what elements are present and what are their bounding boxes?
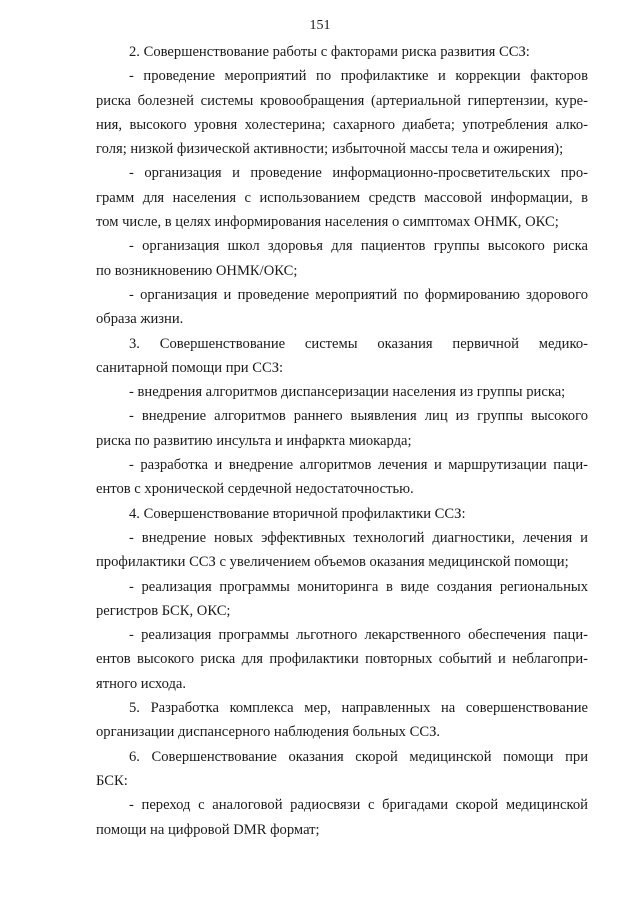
- paragraph: [96, 623, 588, 696]
- text-line: помощи на цифровой DMR формат;: [96, 821, 320, 838]
- text-line: 6. Совершенствование оказания скорой медицинской помощи при: [129, 748, 588, 765]
- paragraph: [96, 380, 588, 404]
- paragraph: [96, 64, 588, 161]
- text-line: профилактики ССЗ с увеличением объемов оказания медицинской помощи;: [96, 554, 569, 571]
- page-number: 151: [309, 18, 331, 33]
- text-line: - организация школ здоровья для пациентов группы высокого риска: [129, 238, 588, 255]
- text-line: - реализация программы льготного лекарственного обеспечения паци-: [129, 627, 588, 644]
- text-line: - организация и проведение информационно-просветительских про-: [129, 165, 588, 182]
- text-line: ятного исхода.: [96, 675, 187, 692]
- paragraph: [96, 793, 588, 842]
- text-line: - внедрения алгоритмов диспансеризации населения из группы риска;: [129, 384, 566, 401]
- paragraph: [96, 234, 588, 283]
- text-line: регистров БСК, ОКС;: [96, 602, 231, 619]
- text-line: БСК:: [96, 772, 128, 789]
- paragraph: [96, 453, 588, 502]
- text-line: - переход с аналоговой радиосвязи с бригадами скорой медицинской: [129, 797, 588, 814]
- text-line: 4. Совершенствование вторичной профилактики ССЗ:: [129, 505, 466, 522]
- text-line: санитарной помощи при ССЗ:: [96, 359, 284, 376]
- paragraph: [96, 502, 588, 526]
- text-line: по возникновению ОНМК/ОКС;: [96, 262, 298, 279]
- paragraph: [96, 332, 588, 381]
- document-body: [96, 40, 588, 842]
- paragraph: [96, 575, 588, 624]
- text-line: голя; низкой физической активности; избыточной массы тела и ожирения);: [96, 141, 564, 158]
- paragraph: [96, 40, 588, 64]
- text-line: риска болезней системы кровообращения (артериальной гипертензии, куре-: [96, 92, 588, 109]
- text-line: том числе, в целях информирования населения о симптомах ОНМК, ОКС;: [96, 214, 559, 231]
- text-line: организации диспансерного наблюдения больных ССЗ.: [96, 724, 441, 741]
- paragraph: [96, 404, 588, 453]
- text-line: - внедрение новых эффективных технологий диагностики, лечения и: [129, 529, 588, 546]
- text-line: ния, высокого уровня холестерина; сахарного диабета; употребления алко-: [96, 116, 588, 133]
- text-line: - реализация программы мониторинга в виде создания региональных: [129, 578, 588, 595]
- text-line: 5. Разработка комплекса мер, направленных на совершенствование: [129, 700, 588, 717]
- text-line: риска по развитию инсульта и инфаркта миокарда;: [96, 432, 412, 449]
- paragraph: [96, 283, 588, 332]
- text-line: - разработка и внедрение алгоритмов лечения и маршрутизации паци-: [129, 457, 588, 474]
- text-line: 3. Совершенствование системы оказания первичной медико-: [129, 335, 588, 352]
- text-line: - внедрение алгоритмов раннего выявления лиц из группы высокого: [129, 408, 588, 425]
- text-line: грамм для населения с использованием средств массовой информации, в: [96, 189, 588, 206]
- text-line: - проведение мероприятий по профилактике и коррекции факторов: [129, 68, 588, 85]
- text-line: образа жизни.: [96, 311, 184, 328]
- paragraph: [96, 696, 588, 745]
- text-line: - организация и проведение мероприятий по формированию здорового: [129, 286, 588, 303]
- paragraph: [96, 526, 588, 575]
- text-line: 2. Совершенствование работы с факторами риска развития ССЗ:: [129, 44, 530, 60]
- paragraph: [96, 161, 588, 234]
- text-line: ентов высокого риска для профилактики повторных событий и неблагопри-: [96, 651, 588, 668]
- text-line: ентов с хронической сердечной недостаточностью.: [96, 481, 414, 498]
- paragraph: [96, 745, 588, 794]
